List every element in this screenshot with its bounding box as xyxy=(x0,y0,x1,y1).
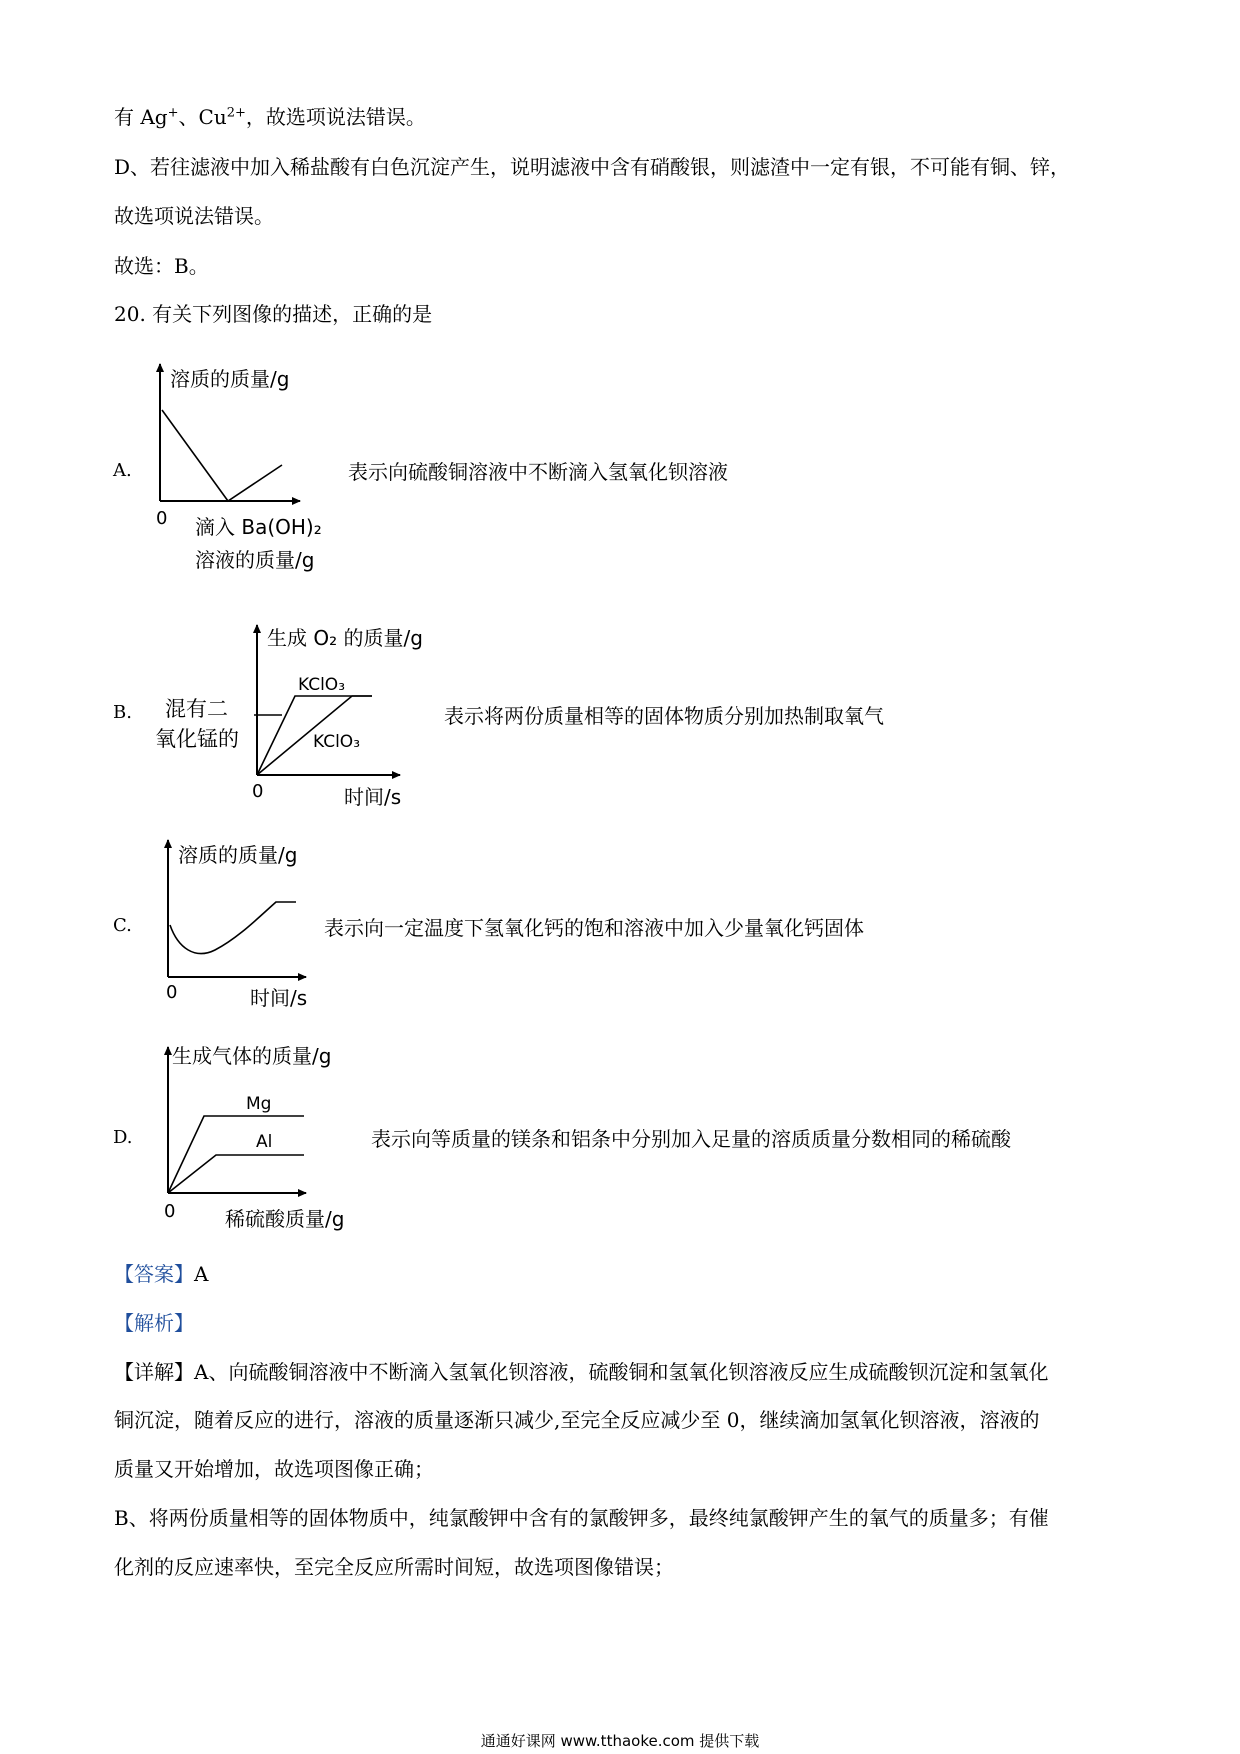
graph-d-ylabel: 生成气体的质量/g xyxy=(172,1044,332,1068)
graph-b-side-label-1: 混有二 xyxy=(165,697,228,721)
option-d-letter: D. xyxy=(113,1127,133,1148)
graph-d-label-upper: Mg xyxy=(246,1094,272,1114)
detail-line-3: 质量又开始增加，故选项图像正确； xyxy=(114,1457,434,1481)
detail-text-1: A、向硫酸铜溶液中不断滴入氢氧化钡溶液，硫酸铜和氢氧化钡溶液反应生成硫酸钡沉淀和氢氧化 xyxy=(194,1360,1049,1384)
option-d-desc: 表示向等质量的镁条和铝条中分别加入足量的溶质质量分数相同的稀硫酸 xyxy=(371,1127,1011,1151)
graph-a-xlabel-1: 滴入 Ba(OH)₂ xyxy=(195,515,322,539)
option-b-letter: B. xyxy=(113,702,132,723)
analysis-tag: 【解析】 xyxy=(114,1311,194,1335)
detail-line-5: 化剂的反应速率快，至完全反应所需时间短，故选项图像错误； xyxy=(114,1555,674,1579)
graph-b-side-label-2: 氧化锰的 xyxy=(155,727,239,751)
graph-b-label-lower: KClO₃ xyxy=(313,732,361,752)
text-fragment: 有 Ag xyxy=(114,105,168,129)
detail-line-2: 铜沉淀，随着反应的进行，溶液的质量逐渐只减少,至完全反应减少至 0，继续滴加氢氧化钡溶液，溶液的 xyxy=(114,1408,1040,1432)
graph-d-xlabel: 稀硫酸质量/g xyxy=(225,1207,345,1231)
detail-line-4: B、将两份质量相等的固体物质中，纯氯酸钾中含有的氯酸钾多，最终纯氯酸钾产生的氧气的质量多；有催 xyxy=(114,1506,1049,1530)
graph-a xyxy=(156,364,322,572)
option-a-desc: 表示向硫酸铜溶液中不断滴入氢氧化钡溶液 xyxy=(348,460,728,484)
text-fragment: 、Cu xyxy=(178,105,227,129)
answer-value: A xyxy=(194,1262,209,1286)
option-c-desc: 表示向一定温度下氢氧化钙的饱和溶液中加入少量氧化钙固体 xyxy=(324,916,864,940)
graph-c-curve xyxy=(170,902,296,954)
page-footer: 通通好课网 www.tthaoke.com 提供下载 xyxy=(480,1732,760,1750)
answer-line xyxy=(114,1260,208,1288)
graph-d-origin: 0 xyxy=(164,1201,176,1222)
graph-d-series-lower xyxy=(168,1155,304,1193)
graph-c-ylabel: 溶质的质量/g xyxy=(178,843,298,867)
option-c-letter: C. xyxy=(113,915,132,936)
graph-b-origin: 0 xyxy=(252,781,264,802)
superscript: + xyxy=(167,105,179,121)
graph-a-xlabel-2: 溶液的质量/g xyxy=(195,548,315,572)
graph-d xyxy=(164,1044,344,1231)
graph-a-curve xyxy=(162,410,282,501)
detail-line-1 xyxy=(114,1358,1048,1386)
graph-c-origin: 0 xyxy=(166,982,178,1003)
detail-tag: 【详解】 xyxy=(114,1360,194,1384)
option-b-desc: 表示将两份质量相等的固体物质分别加热制取氧气 xyxy=(444,704,884,728)
graph-b-xlabel: 时间/s xyxy=(344,785,402,809)
answer-tag: 【答案】 xyxy=(114,1262,194,1286)
text-line-4: 故选：B。 xyxy=(114,254,209,278)
text-line-2: D、若往滤液中加入稀盐酸有白色沉淀产生，说明滤液中含有硝酸银，则滤渣中一定有银，不可能有铜、锌， xyxy=(114,155,1071,179)
graph-b-label-upper: KClO₃ xyxy=(298,675,346,695)
graph-c xyxy=(166,840,307,1010)
text-fragment: ，故选项说法错误。 xyxy=(245,105,426,129)
graph-a-ylabel: 溶质的质量/g xyxy=(170,367,290,391)
text-line-3: 故选项说法错误。 xyxy=(114,204,274,228)
graph-b-ylabel: 生成 O₂ 的质量/g xyxy=(267,626,423,650)
option-a-letter: A. xyxy=(113,460,132,481)
question-title: 20. 有关下列图像的描述，正确的是 xyxy=(114,302,433,326)
graph-c-xlabel: 时间/s xyxy=(250,986,308,1010)
graph-a-origin: 0 xyxy=(156,508,168,529)
graph-d-label-lower: Al xyxy=(256,1132,273,1152)
superscript: 2+ xyxy=(226,105,246,121)
graph-b xyxy=(155,625,423,809)
